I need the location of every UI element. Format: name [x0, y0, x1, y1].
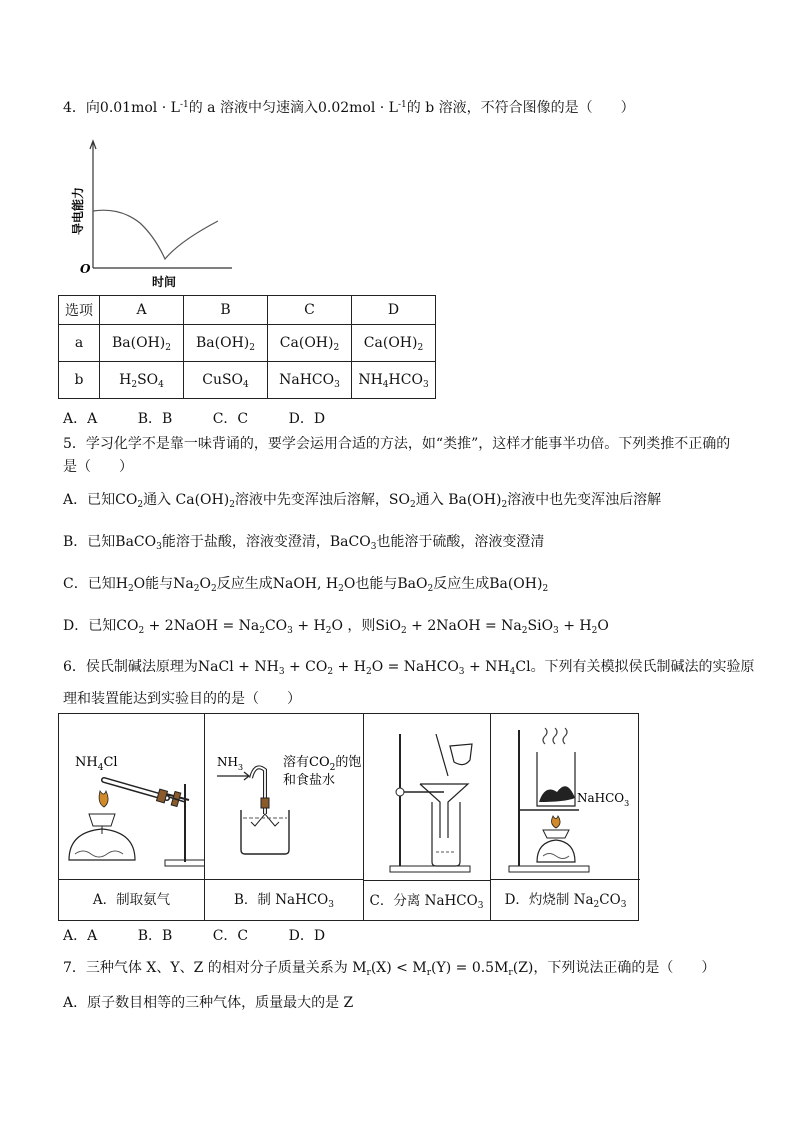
q5-option-b[interactable]: B．已知BaCO$_3$能溶于盐酸，溶液变澄清，BaCO$_3$也能溶于硫酸，溶液变澄清 [63, 534, 545, 552]
header-cell: B [184, 296, 268, 325]
q6-apparatus-table [58, 713, 639, 921]
q5-stem-line1: 5．学习化学不是靠一味背诵的，要学会运用合适的方法，如“类推”，这样才能事半功倍。下列类推不正确的 [63, 436, 731, 452]
table-cell: CuSO$_4$ [184, 362, 268, 399]
caption-c: C．分离 NaHCO$_3$ [363, 880, 490, 921]
q6-stem-line2: 理和装置能达到实验目的的是（ ） [63, 691, 301, 707]
apparatus-a[interactable] [59, 714, 205, 920]
header-cell: A [100, 296, 184, 325]
apparatus-b-gas-label: $NH_3$ [217, 755, 244, 772]
q4-options-table [58, 295, 436, 399]
q5-option-c[interactable]: C．已知$H_2O$能与$Na_2O_2$反应生成NaOH, $H_2O$也能与BaO$_2$反应生成$Ba(OH)_2$ [63, 576, 549, 594]
header-cell: 选项 [59, 296, 100, 325]
choice-d[interactable]: D．D [288, 928, 326, 944]
q4-conductivity-graph [60, 135, 240, 290]
q5-option-d[interactable]: D．已知$CO_2$ + 2NaOH = $Na_2CO_3 + H_2O$ ，则SiO$_2$ + 2NaOH = $Na_2SiO_3 + H_2O$ [63, 618, 609, 636]
q4-number: 4． [63, 100, 86, 116]
header-cell: C [268, 296, 352, 325]
q7-option-a[interactable]: A．原子数目相等的三种气体，质量最大的是 Z [63, 995, 354, 1011]
table-cell: NaHCO$_3$ [268, 362, 352, 399]
table-cell: $Ba(OH)_2$ [100, 325, 184, 362]
q5-option-a[interactable]: A．已知$CO_2$通入 $Ca(OH)_2$溶液中先变浑浊后溶解，$SO_2$通入 $Ba(OH)_2$溶液中也先变浑浊后溶解 [63, 492, 662, 510]
table-cell: $Ca(OH)_2$ [352, 325, 436, 362]
choice-b[interactable]: B．B [137, 928, 173, 944]
header-cell: D [352, 296, 436, 325]
apparatus-d-reagent-label: NaHCO$_3$ [577, 791, 630, 808]
q4-stem: 4．向$0.01mol \cdot L^{-1}$的 a 溶液中匀速滴入$0.02mol \cdot L^{-1}$的 b 溶液，不符合图像的是（ ） [63, 100, 635, 116]
origin-label: O [80, 262, 91, 276]
choice-d[interactable]: D．D [288, 411, 326, 427]
q5-stem-line2: 是（ ） [63, 459, 133, 475]
apparatus-c-drawing [364, 714, 491, 882]
apparatus-a-drawing [59, 714, 205, 882]
table-cell: $Ca(OH)_2$ [268, 325, 352, 362]
table-header-row [59, 296, 436, 325]
q4-choices [63, 409, 361, 429]
q4-conc-a: $0.01mol \cdot L^{-1}$ [99, 100, 189, 116]
q7-stem: 7．三种气体 X、Y、Z 的相对分子质量关系为 $M_r(X) < M_r(Y) = 0.5M_r(Z)$，下列说法正确的是（ ） [63, 960, 716, 978]
apparatus-b-solution-label-1: 溶有$CO_2$的饱 [283, 755, 362, 773]
x-axis-label: 时间 [152, 275, 177, 289]
row-label: b [59, 362, 100, 399]
choice-a[interactable]: A．A [63, 928, 98, 944]
choice-b[interactable]: B．B [137, 411, 173, 427]
table-cell: $NH_4HCO_3$ [352, 362, 436, 399]
y-axis-label: 导电能力 [71, 186, 85, 235]
apparatus-b[interactable] [205, 714, 364, 920]
apparatus-b-drawing [205, 714, 364, 882]
caption-b: B．制 NaHCO$_3$ [205, 879, 363, 920]
caption-d: D．灼烧制 $Na_2CO_3$ [491, 879, 640, 920]
choice-a[interactable]: A．A [63, 411, 98, 427]
q6-choices [63, 926, 361, 946]
apparatus-d-drawing [491, 714, 640, 882]
apparatus-d[interactable] [491, 714, 640, 920]
table-row-a [59, 325, 436, 362]
apparatus-a-reagent-label: $NH_4Cl$ [75, 755, 118, 773]
row-label: a [59, 325, 100, 362]
q4-conc-b: $0.02mol \cdot L^{-1}$ [317, 100, 407, 116]
caption-a: A．制取氨气 [59, 879, 204, 920]
choice-c[interactable]: C．C [212, 928, 249, 944]
table-cell: $H_2SO_4$ [100, 362, 184, 399]
conductivity-curve [93, 210, 218, 259]
choice-c[interactable]: C．C [212, 411, 249, 427]
table-cell: $Ba(OH)_2$ [184, 325, 268, 362]
table-row-b [59, 362, 436, 399]
q6-stem-line1: 6．侯氏制碱法原理为NaCl + $NH_3 + CO_2 + H_2O$ = NaHCO$_3$ + $NH_4Cl$。下列有关模拟侯氏制碱法的实验原 [63, 659, 755, 677]
apparatus-b-solution-label-2: 和食盐水 [283, 773, 336, 788]
